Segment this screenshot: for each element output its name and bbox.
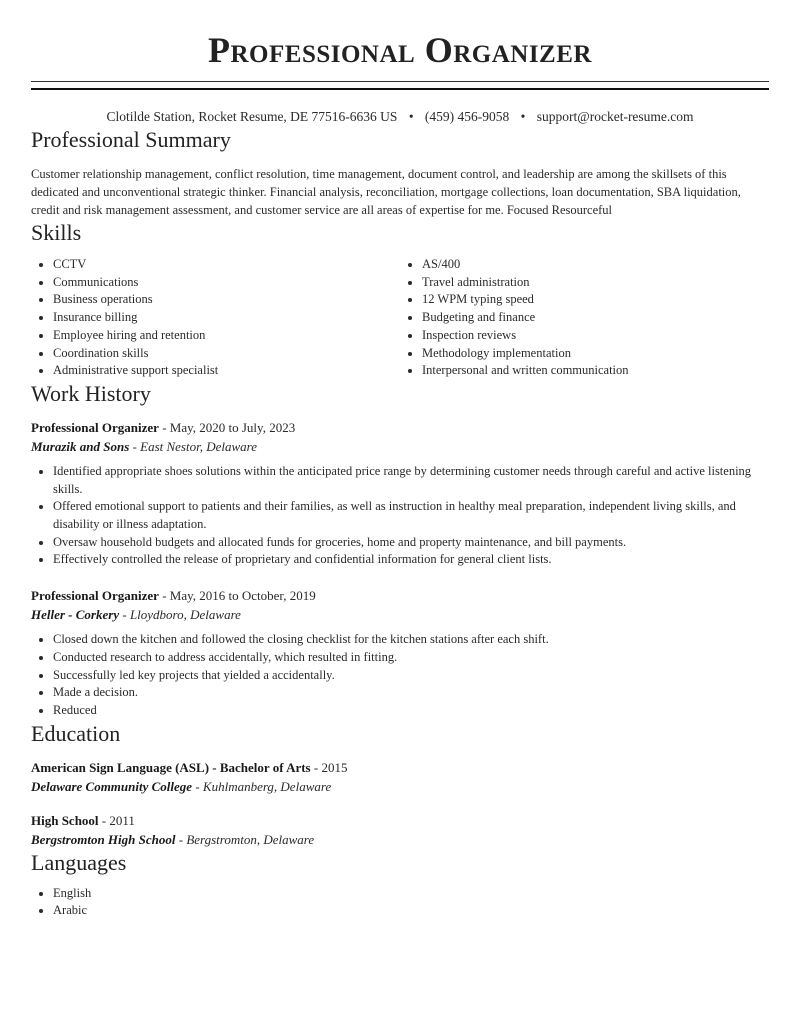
school-line [31, 777, 769, 796]
skill-item: • Communications [53, 274, 400, 292]
company-name: Heller - Corkery [31, 607, 120, 623]
company-line [31, 605, 769, 624]
job-bullet: • Reduced [53, 702, 769, 720]
skill-item: • Travel administration [422, 274, 769, 292]
summary-text: Customer relationship management, conflict resolution, time management, document control, and leadership are among the skillsets of this dedicated and unconventional strategic thinker. Financial analysis, reconciliation, mortgage collections, loan documentation, SBA liquidation, credit and risk management assessment, and customer service are all areas of expertise for me. Focused Resourceful [31, 167, 741, 217]
section-title-skills: Skills [31, 220, 82, 245]
school-name: Delaware Community College [31, 778, 193, 794]
skill-item: • Coordination skills [53, 345, 400, 363]
job-title: Professional Organizer [31, 588, 159, 604]
school-location: Bergstromton, Delaware [186, 831, 315, 847]
skill-item: • Insurance billing [53, 309, 400, 327]
language-item: • Arabic [53, 902, 769, 920]
skill-item: • CCTV [53, 256, 400, 274]
skill-item: • 12 WPM typing speed [422, 291, 769, 309]
dash-separator: - [119, 607, 130, 623]
skills-list-left [31, 256, 400, 380]
skill-item: • AS/400 [422, 256, 769, 274]
skill-item: • Interpersonal and written communication [422, 362, 769, 380]
job-bullet: • Oversaw household budgets and allocated funds for groceries, home and property maintenance, and bill payments. [53, 534, 769, 552]
language-item: • English [53, 885, 769, 903]
job-bullet: • Successfully led key projects that yielded a accidentally. [53, 667, 769, 685]
school-name: Bergstromton High School [31, 831, 176, 847]
section-title-education: Education [31, 720, 121, 746]
dash-separator: - [175, 831, 187, 847]
graduation-year: 2015 [321, 759, 348, 775]
job-title-line [31, 586, 769, 605]
company-name: Murazik and Sons [31, 438, 130, 454]
job-title-line [31, 418, 769, 437]
job-entry [31, 418, 769, 569]
languages-list [31, 885, 769, 920]
skill-item: • Employee hiring and retention [53, 327, 400, 345]
degree-line [31, 758, 769, 777]
skill-item: • Methodology implementation [422, 345, 769, 363]
degree: High School [31, 812, 99, 828]
company-location: Lloydboro, Delaware [129, 607, 241, 623]
skill-item: • Administrative support specialist [53, 362, 400, 380]
skill-item: • Business operations [53, 291, 400, 309]
job-bullets [31, 463, 769, 569]
section-title-languages: Languages [31, 849, 127, 875]
job-bullet: • Closed down the kitchen and followed the closing checklist for the kitchen stations after each shift. [53, 631, 769, 649]
bullet-separator: • [520, 109, 526, 124]
bullet-separator: • [408, 109, 414, 124]
skills-grid [31, 256, 769, 380]
skill-item: • Inspection reviews [422, 327, 769, 345]
education-entry [31, 758, 769, 796]
degree-line [31, 811, 769, 830]
company-line [31, 437, 769, 456]
job-bullet: • Offered emotional support to patients and their families, as well as instruction in healthy meal preparation, independent living skills, and disability or illness adaptation. [53, 498, 769, 533]
section-title-summary: Professional Summary [31, 127, 231, 152]
header-double-rule [31, 81, 769, 90]
skill-item: • Budgeting and finance [422, 309, 769, 327]
company-location: East Nestor, Delaware [140, 438, 258, 454]
job-dates: May, 2020 to July, 2023 [169, 419, 296, 435]
job-bullet: • Conducted research to address accidentally, which resulted in fitting. [53, 649, 769, 667]
dash-separator: - [192, 778, 203, 794]
contact-address: Clotilde Station, Rocket Resume, DE 77516-6636 US [106, 109, 398, 124]
job-dates: May, 2016 to October, 2019 [169, 588, 316, 604]
dash-separator: - [98, 812, 110, 828]
job-bullet: • Identified appropriate shoes solutions within the anticipated price range by determining customer needs through careful and active listening skills. [53, 463, 769, 498]
section-title-work-history: Work History [31, 380, 151, 406]
contact-phone: (459) 456-9058 [424, 109, 510, 124]
resume-name: Professional Organizer [208, 30, 592, 70]
job-bullets [31, 631, 769, 720]
dash-separator: - [310, 759, 322, 775]
contact-email: support@rocket-resume.com [536, 109, 694, 124]
school-location: Kuhlmanberg, Delaware [202, 778, 332, 794]
education-entry [31, 811, 769, 849]
degree: American Sign Language (ASL) - Bachelor of Arts [31, 759, 311, 775]
dash-separator: - [129, 438, 141, 454]
school-line [31, 830, 769, 849]
job-entry [31, 586, 769, 720]
contact-line [31, 108, 769, 126]
graduation-year: 2011 [109, 812, 135, 828]
job-bullet: • Made a decision. [53, 684, 769, 702]
skills-list-right [400, 256, 769, 380]
job-title: Professional Organizer [31, 419, 159, 435]
dash-separator: - [158, 419, 170, 435]
dash-separator: - [158, 588, 170, 604]
job-bullet: • Effectively controlled the release of proprietary and confidential information for general client lists. [53, 551, 769, 569]
